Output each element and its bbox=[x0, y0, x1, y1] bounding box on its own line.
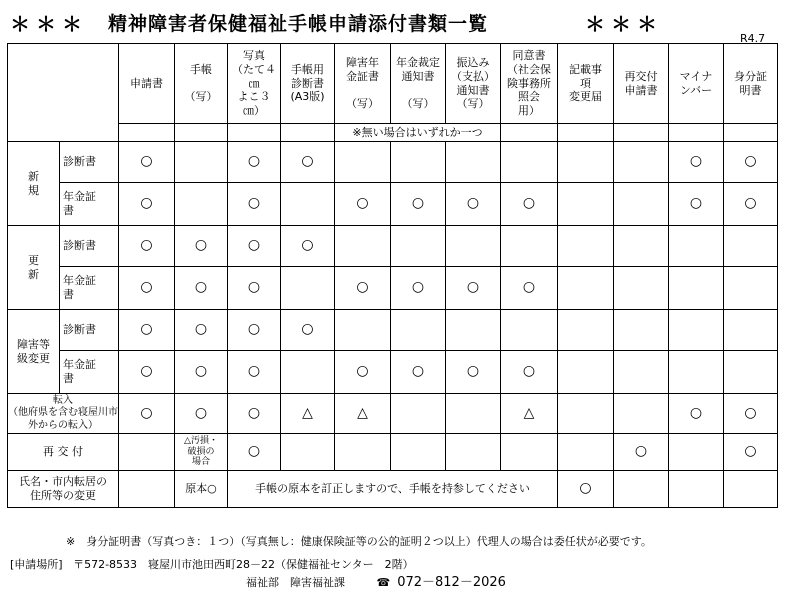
mark-cell bbox=[391, 394, 446, 434]
col-header: 写真 （たて４ ㎝ よこ３ ㎝） bbox=[228, 44, 281, 124]
mark-cell bbox=[614, 226, 669, 267]
mark-cell: ○ bbox=[175, 267, 228, 310]
mark-cell: ○ bbox=[281, 226, 335, 267]
mark-cell: △汚損・ 破損の 場合 bbox=[175, 434, 228, 471]
mark-cell bbox=[391, 226, 446, 267]
mark-cell bbox=[724, 351, 778, 394]
corner-cell bbox=[8, 44, 119, 142]
group-label-new: 新 規 bbox=[8, 142, 60, 226]
mark-cell bbox=[669, 267, 724, 310]
table-row bbox=[8, 351, 778, 394]
mark-cell: ○ bbox=[175, 351, 228, 394]
blank-cell bbox=[669, 471, 724, 508]
mark-cell: ○ bbox=[119, 226, 175, 267]
blank-cell bbox=[228, 124, 281, 142]
mark-cell: ○ bbox=[228, 434, 281, 471]
col-header: マイナ ンバー bbox=[669, 44, 724, 124]
mark-cell bbox=[558, 183, 614, 226]
mark-cell bbox=[335, 226, 391, 267]
mark-cell: ○ bbox=[391, 183, 446, 226]
mark-cell bbox=[281, 267, 335, 310]
mark-cell bbox=[281, 434, 335, 471]
mark-cell: ○ bbox=[335, 183, 391, 226]
mark-cell: ○ bbox=[228, 142, 281, 183]
table-row bbox=[8, 142, 778, 183]
mark-cell: ○ bbox=[119, 351, 175, 394]
mark-cell bbox=[501, 310, 558, 351]
mark-cell: ○ bbox=[281, 142, 335, 183]
table-row bbox=[8, 394, 778, 434]
mark-cell: ○ bbox=[446, 267, 501, 310]
decor-stars-right: ＊＊＊ bbox=[585, 12, 663, 36]
mark-cell: ○ bbox=[391, 351, 446, 394]
col-header: 年金裁定 通知書 （写） bbox=[391, 44, 446, 124]
blank-cell bbox=[614, 471, 669, 508]
address-message: 手帳の原本を訂正しますので、手帳を持参してください bbox=[228, 471, 558, 508]
mark-cell bbox=[335, 434, 391, 471]
mark-cell bbox=[614, 351, 669, 394]
mark-cell: ○ bbox=[119, 142, 175, 183]
mark-cell: ○ bbox=[391, 267, 446, 310]
mark-cell bbox=[391, 434, 446, 471]
mark-cell: △ bbox=[281, 394, 335, 434]
mark-cell: ○ bbox=[446, 351, 501, 394]
sub-label-pension: 年金証 書 bbox=[60, 351, 119, 394]
mark-cell: ○ bbox=[119, 394, 175, 434]
mark-cell bbox=[669, 434, 724, 471]
place-label: [申請場所] bbox=[10, 558, 63, 571]
mark-cell bbox=[614, 183, 669, 226]
col-header: 記載事 項 変更届 bbox=[558, 44, 614, 124]
sub-label-pension: 年金証 書 bbox=[60, 267, 119, 310]
blank-cell bbox=[724, 124, 778, 142]
col-header: 再交付 申請書 bbox=[614, 44, 669, 124]
mark-cell bbox=[558, 267, 614, 310]
mark-cell bbox=[281, 351, 335, 394]
mark-cell: ○ bbox=[119, 310, 175, 351]
col-header: 身分証 明書 bbox=[724, 44, 778, 124]
mark-cell bbox=[724, 267, 778, 310]
table-row bbox=[8, 183, 778, 226]
pension-note: ※無い場合はいずれか一つ bbox=[335, 124, 501, 142]
mark-cell bbox=[446, 394, 501, 434]
mark-cell: ○ bbox=[335, 351, 391, 394]
mark-cell: ○ bbox=[501, 351, 558, 394]
mark-cell bbox=[614, 394, 669, 434]
mark-cell: ○ bbox=[228, 310, 281, 351]
mark-cell bbox=[724, 226, 778, 267]
mark-cell bbox=[558, 226, 614, 267]
mark-cell: ○ bbox=[724, 394, 778, 434]
mark-cell: ○ bbox=[724, 142, 778, 183]
blank-cell bbox=[281, 124, 335, 142]
col-header: 申請書 bbox=[119, 44, 175, 124]
blank-cell bbox=[669, 124, 724, 142]
mark-cell bbox=[669, 351, 724, 394]
mark-cell: ○ bbox=[175, 226, 228, 267]
mark-cell: ○ bbox=[228, 267, 281, 310]
mark-cell bbox=[558, 434, 614, 471]
mark-cell: ○ bbox=[501, 267, 558, 310]
mark-cell bbox=[335, 142, 391, 183]
mark-cell bbox=[335, 310, 391, 351]
group-label-address: 氏名・市内転居の 住所等の変更 bbox=[8, 471, 119, 508]
col-header: 手帳用 診断書 (A3版) bbox=[281, 44, 335, 124]
group-label-renew: 更 新 bbox=[8, 226, 60, 310]
mark-cell bbox=[558, 142, 614, 183]
blank-cell bbox=[119, 124, 175, 142]
table-row bbox=[8, 267, 778, 310]
blank-cell bbox=[614, 124, 669, 142]
revision-label: R4.7 bbox=[740, 32, 766, 45]
mark-cell: ○ bbox=[669, 394, 724, 434]
mark-cell bbox=[446, 142, 501, 183]
mark-cell: ○ bbox=[228, 183, 281, 226]
col-header: 手帳 （写） bbox=[175, 44, 228, 124]
blank-cell bbox=[119, 471, 175, 508]
group-label-reissue: 再 交 付 bbox=[8, 434, 119, 471]
document-title bbox=[0, 8, 793, 38]
mark-cell bbox=[558, 351, 614, 394]
mark-cell bbox=[501, 142, 558, 183]
mark-cell: ○ bbox=[175, 310, 228, 351]
blank-cell bbox=[558, 124, 614, 142]
mark-cell bbox=[446, 226, 501, 267]
table-row bbox=[8, 310, 778, 351]
mark-cell bbox=[446, 310, 501, 351]
mark-cell bbox=[446, 434, 501, 471]
contact-line bbox=[246, 571, 793, 590]
documents-table bbox=[7, 43, 778, 508]
original-cell: 原本○ bbox=[175, 471, 228, 508]
mark-cell bbox=[669, 310, 724, 351]
blank-cell bbox=[724, 471, 778, 508]
mark-cell bbox=[501, 226, 558, 267]
mark-cell: ○ bbox=[501, 183, 558, 226]
mark-cell: ○ bbox=[228, 226, 281, 267]
mark-cell bbox=[391, 310, 446, 351]
mark-cell bbox=[614, 142, 669, 183]
phone-number: 072－812－2026 bbox=[397, 575, 506, 590]
mark-cell: ○ bbox=[335, 267, 391, 310]
application-place bbox=[10, 556, 793, 572]
mark-cell bbox=[724, 310, 778, 351]
mark-cell: ○ bbox=[669, 183, 724, 226]
table-row-address bbox=[8, 471, 778, 508]
sub-label-pension: 年金証 書 bbox=[60, 183, 119, 226]
group-label-change: 障害等 級変更 bbox=[8, 310, 60, 394]
mark-cell bbox=[281, 183, 335, 226]
mark-cell: ○ bbox=[446, 183, 501, 226]
mark-cell bbox=[175, 142, 228, 183]
mark-cell: △ bbox=[501, 394, 558, 434]
col-header: 振込み （支払） 通知書 （写） bbox=[446, 44, 501, 124]
department: 福祉部 障害福祉課 bbox=[246, 576, 345, 589]
mark-cell bbox=[119, 434, 175, 471]
mark-cell: ○ bbox=[119, 183, 175, 226]
table-row bbox=[8, 434, 778, 471]
mark-cell bbox=[501, 434, 558, 471]
sub-label-diagnosis: 診断書 bbox=[60, 142, 119, 183]
blank-cell bbox=[175, 124, 228, 142]
mark-cell bbox=[669, 226, 724, 267]
mark-cell bbox=[614, 267, 669, 310]
phone-icon: ☎ bbox=[376, 576, 391, 589]
mark-cell: ○ bbox=[119, 267, 175, 310]
page-title: 精神障害者保健福祉手帳申請添付書類一覧 bbox=[108, 13, 489, 35]
sub-label-diagnosis: 診断書 bbox=[60, 226, 119, 267]
col-header: 障害年 金証書 （写） bbox=[335, 44, 391, 124]
mark-cell: ○ bbox=[724, 183, 778, 226]
mark-cell: ○ bbox=[614, 434, 669, 471]
mark-cell: △ bbox=[335, 394, 391, 434]
mark-cell: ○ bbox=[281, 310, 335, 351]
table-row bbox=[8, 226, 778, 267]
sub-label-diagnosis: 診断書 bbox=[60, 310, 119, 351]
mark-cell: ○ bbox=[724, 434, 778, 471]
mark-cell bbox=[558, 310, 614, 351]
group-label-transfer: 転入 （他府県を含む寝屋川市外からの転入） bbox=[8, 394, 119, 434]
place-address: 〒572-8533 寝屋川市池田西町28－22（保健福祉センター 2階） bbox=[73, 558, 414, 571]
blank-cell bbox=[501, 124, 558, 142]
mark-cell: ○ bbox=[228, 351, 281, 394]
decor-stars-left: ＊＊＊ bbox=[10, 12, 88, 36]
mark-cell bbox=[391, 142, 446, 183]
mark-cell: ○ bbox=[228, 394, 281, 434]
mark-cell bbox=[558, 394, 614, 434]
col-header: 同意書 （社会保 険事務所 照会 用） bbox=[501, 44, 558, 124]
mark-cell bbox=[175, 183, 228, 226]
mark-cell: ○ bbox=[669, 142, 724, 183]
mark-cell bbox=[614, 310, 669, 351]
id-note: ※ 身分証明書（写真つき：１つ）（写真無し：健康保険証等の公的証明２つ以上）代理人の場合は委任状が必要です。 bbox=[66, 535, 652, 548]
mark-cell: ○ bbox=[175, 394, 228, 434]
mark-cell: ○ bbox=[558, 471, 614, 508]
